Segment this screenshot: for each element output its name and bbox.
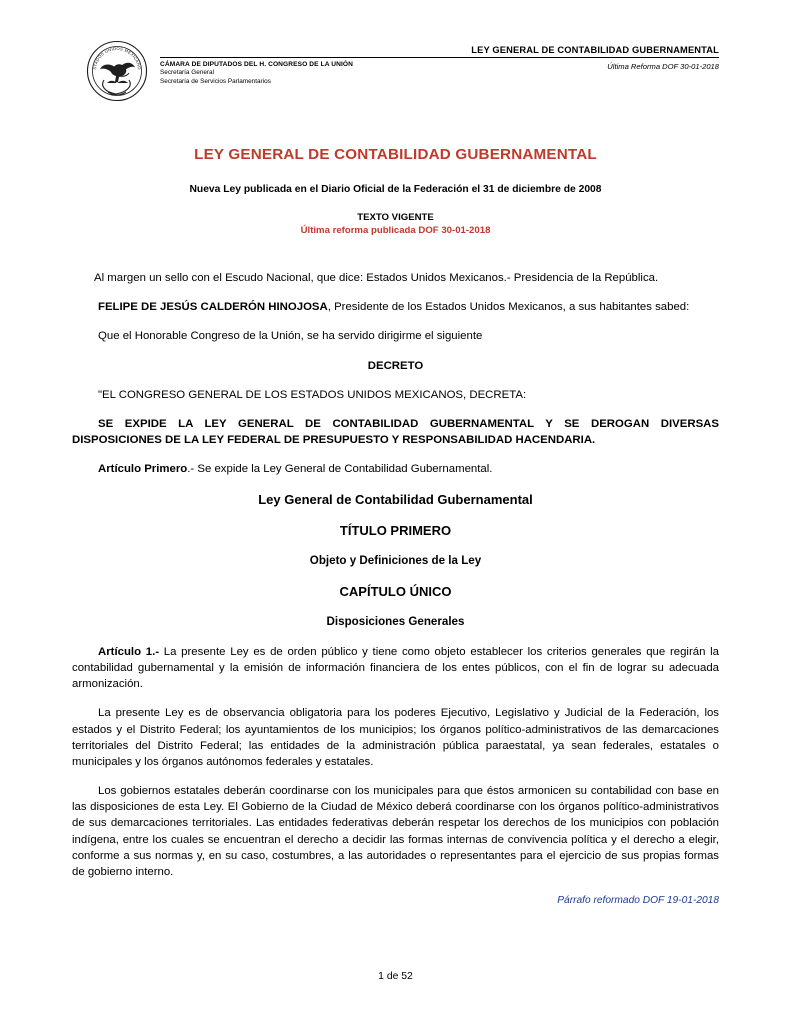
page-title: LEY GENERAL DE CONTABILIDAD GUBERNAMENTAL <box>194 146 597 163</box>
articulo-primero-rest: .- Se expide la Ley General de Contabilidad Gubernamental. <box>187 463 493 476</box>
document-header <box>72 40 719 102</box>
paragraph-articulo-primero <box>72 461 719 477</box>
header-last-reform: Última Reforma DOF 30-01-2018 <box>607 62 719 71</box>
header-law-name: LEY GENERAL DE CONTABILIDAD GUBERNAMENTAL <box>471 45 719 55</box>
articulo-1-label: Artículo 1.- <box>98 645 160 658</box>
articulo-primero-label: Artículo Primero <box>98 463 188 476</box>
header-text-block <box>160 40 719 86</box>
header-chamber-block <box>160 61 353 86</box>
president-rest: , Presidente de los Estados Unidos Mexicanos, a sus habitantes sabed: <box>327 301 690 314</box>
publication-line: Nueva Ley publicada en el Diario Oficial de la Federación el 31 de diciembre de 2008 <box>189 184 602 195</box>
svg-text:ESTADOS UNIDOS MEXICANOS: STADOS UNIDOS MEXICANO <box>92 45 143 71</box>
paragraph-president <box>72 299 719 315</box>
titulo-primero-subheading: Objeto y Definiciones de la Ley <box>309 554 482 568</box>
document-body <box>72 270 719 909</box>
header-office-general: Secretaría General <box>160 69 214 77</box>
page-number: 1 de 52 <box>378 971 413 982</box>
header-subtitle-row <box>160 61 719 86</box>
mexican-coat-of-arms-icon <box>86 40 148 102</box>
status-reform-label: Última reforma publicada DOF 30-01-2018 <box>300 225 491 236</box>
page-footer <box>0 971 791 982</box>
status-label: TEXTO VIGENTE <box>357 212 434 223</box>
paragraph-observancia: La presente Ley es de observancia obligatoria para los poderes Ejecutivo, Legislativo y Judicial de la Federación, los estados y el Distrito Federal; los ayuntamientos de los municipios; los órganos político-administrativos de las demarcaciones territoriales del Distrito Federal; las entidades de la administración pública paraestatal, ya sean federales, estatales o municipales y los órganos autónomos federales y estatales. <box>72 707 719 768</box>
paragraph-articulo-1 <box>72 644 719 693</box>
articulo-1-rest: La presente Ley es de orden público y tiene como objeto establecer los criterios generales que regirán la contabilidad gubernamental y la emisión de información financiera de los entes públicos, con el fin de lograr su adecuada armonización. <box>72 645 719 691</box>
president-name: FELIPE DE JESÚS CALDERÓN HINOJOSA <box>98 301 328 314</box>
decreto-heading: DECRETO <box>367 359 424 372</box>
paragraph-congress-served: Que el Honorable Congreso de la Unión, se ha servido dirigirme el siguiente <box>98 330 483 343</box>
paragraph-congress-decrees: "EL CONGRESO GENERAL DE LOS ESTADOS UNIDOS MEXICANOS, DECRETA: <box>98 388 527 401</box>
capitulo-unico-subheading: Disposiciones Generales <box>326 615 465 629</box>
title-block <box>72 146 719 236</box>
paragraph-gobiernos-estatales: Los gobiernos estatales deberán coordinarse con los municipales para que éstos armonicen su contabilidad con base en las disposiciones de esta Ley. El Gobierno de la Ciudad de México deberá coordinarse con los órganos político-administrativos de sus demarcaciones territoriales. Las entidades federativas deberán respetar los derechos de los municipios con población indígena, entre los cuales se encuentran el derecho a decidir las formas internas de convivencia política y el derecho a elegir, conforme a sus normas y, en su caso, costumbres, a las autoridades o representantes para el ejercicio de sus propias formas de gobierno interno. <box>72 785 719 879</box>
capitulo-unico-heading: CAPÍTULO ÚNICO <box>339 583 452 599</box>
header-chamber: CÁMARA DE DIPUTADOS DEL H. CONGRESO DE LA UNIÓN <box>160 61 353 68</box>
paragraph-seal: Al margen un sello con el Escudo Nacional, que dice: Estados Unidos Mexicanos.- Presidencia de la República. <box>94 272 659 284</box>
header-law-title-row <box>160 45 719 58</box>
titulo-primero-heading: TÍTULO PRIMERO <box>339 522 452 538</box>
paragraph-expide: SE EXPIDE LA LEY GENERAL DE CONTABILIDAD GUBERNAMENTAL Y SE DEROGAN DIVERSAS DISPOSICIONES DE LA LEY FEDERAL DE PRESUPUESTO Y RESPONSABILIDAD HACENDARIA. <box>72 417 719 447</box>
reform-note: Párrafo reformado DOF 19-01-2018 <box>557 895 719 907</box>
header-office-parliamentary: Secretaría de Servicios Parlamentarios <box>160 77 271 85</box>
law-heading: Ley General de Contabilidad Gubernamental <box>258 491 533 507</box>
